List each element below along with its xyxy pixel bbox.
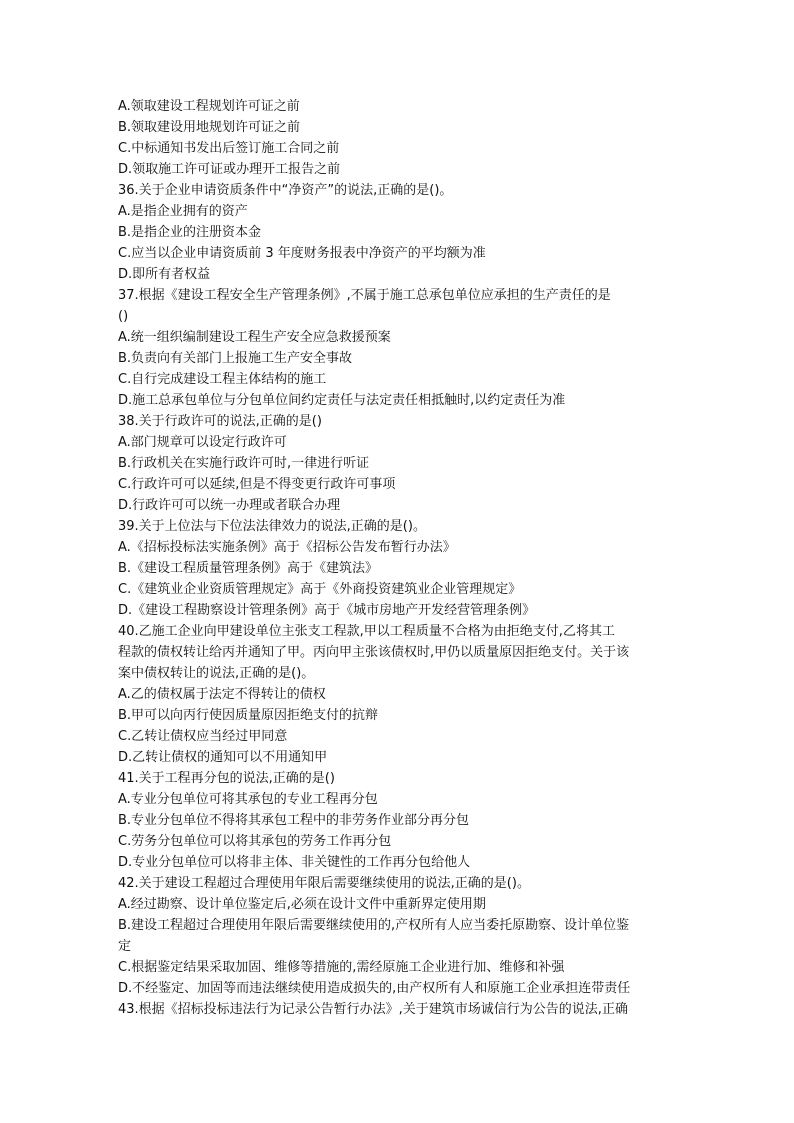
option-c-q39: C.《建筑业企业资质管理规定》高于《外商投资建筑业企业管理规定》	[118, 582, 522, 597]
option-a-q41: A.专业分包单位可将其承包的专业工程再分包	[118, 792, 378, 807]
question-39: 39.关于上位法与下位法法律效力的说法,正确的是()。	[118, 519, 426, 534]
option-c-q41: C.劳务分包单位可以将其承包的劳务工作再分包	[118, 834, 392, 849]
question-42: 42.关于建设工程超过合理使用年限后需要继续使用的说法,正确的是()。	[118, 876, 530, 891]
question-43: 43.根据《招标投标违法行为记录公告暂行办法》,关于建筑市场诚信行为公告的说法,正确	[118, 1002, 628, 1017]
option-c-q37: C.自行完成建设工程主体结构的施工	[118, 372, 327, 387]
option-c-q36: C.应当以企业申请资质前 3 年度财务报表中净资产的平均额为准	[118, 246, 486, 261]
option-d-q40: D.乙转让债权的通知可以不用通知甲	[118, 750, 328, 765]
option-b-q42-continued: 定	[118, 939, 132, 954]
question-38: 38.关于行政许可的说法,正确的是()	[118, 414, 322, 429]
option-a-q35: A.领取建设工程规划许可证之前	[118, 99, 300, 114]
question-40: 40.乙施工企业向甲建设单位主张支工程款,甲以工程质量不合格为由拒绝支付,乙将其工	[118, 624, 615, 639]
option-c-q38: C.行政许可可以延续,但是不得变更行政许可事项	[118, 477, 396, 492]
option-c-q40: C.乙转让债权应当经过甲同意	[118, 729, 288, 744]
option-a-q37: A.统一组织编制建设工程生产安全应急救援预案	[118, 330, 391, 345]
option-b-q35: B.领取建设用地规划许可证之前	[118, 120, 301, 135]
option-a-q38: A.部门规章可以设定行政许可	[118, 435, 287, 450]
question-37: 37.根据《建设工程安全生产管理条例》,不属于施工总承包单位应承担的生产责任的是	[118, 288, 611, 303]
question-36: 36.关于企业申请资质条件中“净资产”的说法,正确的是()。	[118, 183, 453, 198]
option-c-q42: C.根据鉴定结果采取加固、维修等措施的,需经原施工企业进行加、维修和补强	[118, 960, 565, 975]
option-b-q38: B.行政机关在实施行政许可时,一律进行听证	[118, 456, 370, 471]
question-41: 41.关于工程再分包的说法,正确的是()	[118, 771, 335, 786]
option-b-q37: B.负责向有关部门上报施工生产安全事故	[118, 351, 353, 366]
option-d-q42: D.不经鉴定、加固等而违法继续使用造成损失的,由产权所有人和原施工企业承担连带责任	[118, 981, 631, 996]
option-a-q39: A.《招标投标法实施条例》高于《招标公告发布暂行办法》	[118, 540, 456, 555]
question-40-continued-2: 案中债权转让的说法,正确的是()。	[118, 666, 315, 681]
option-b-q39: B.《建设工程质量管理条例》高于《建筑法》	[118, 561, 379, 576]
option-d-q41: D.专业分包单位可以将非主体、非关键性的工作再分包给他人	[118, 855, 471, 870]
option-a-q36: A.是指企业拥有的资产	[118, 204, 248, 219]
option-b-q41: B.专业分包单位不得将其承包工程中的非劳务作业部分再分包	[118, 813, 470, 828]
option-d-q36: D.即所有者权益	[118, 267, 211, 282]
question-40-continued: 程款的债权转让给丙并通知了甲。丙向甲主张该债权时,甲仍以质量原因拒绝支付。关于该	[118, 645, 630, 660]
option-d-q37: D.施工总承包单位与分包单位间约定责任与法定责任相抵触时,以约定责任为准	[118, 393, 566, 408]
option-a-q40: A.乙的债权属于法定不得转让的债权	[118, 687, 326, 702]
document-page	[118, 96, 658, 1020]
question-37-continued: ()	[118, 309, 129, 324]
option-a-q42: A.经过勘察、设计单位鉴定后,必须在设计文件中重新界定使用期	[118, 897, 486, 912]
option-c-q35: C.中标通知书发出后签订施工合同之前	[118, 141, 340, 156]
option-d-q35: D.领取施工许可证或办理开工报告之前	[118, 162, 341, 177]
option-d-q39: D.《建设工程勘察设计管理条例》高于《城市房地产开发经营管理条例》	[118, 603, 536, 618]
option-b-q36: B.是指企业的注册资本金	[118, 225, 262, 240]
option-b-q42: B.建设工程超过合理使用年限后需要继续使用的,产权所有人应当委托原勘察、设计单位鉴	[118, 918, 630, 933]
option-d-q38: D.行政许可可以统一办理或者联合办理	[118, 498, 341, 513]
option-b-q40: B.甲可以向丙行使因质量原因拒绝支付的抗辩	[118, 708, 379, 723]
